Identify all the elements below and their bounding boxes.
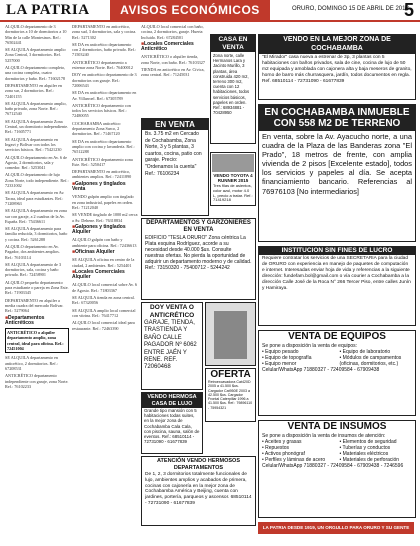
classified-ad: DOY en anticrético departamento de 3 dormitorios con garaje. Ref.: 72006543 [72, 72, 137, 88]
ad-venta-equipos [258, 330, 416, 416]
classified-ad: SE ALQUILA oficina en centro de la ciudad, 2 ambientes. Ref.: 5254401 [72, 257, 135, 268]
list-item: • Equipo menor [262, 361, 297, 367]
classified-ad: COCHABAMBA anticrético departamento Zona Sarco, 2 dormitorios. Ref.: 71467120 [72, 120, 121, 137]
classified-ad: SE ALQUILA departamento Zona Central, un dormitorio independiente. Ref.: 71605771 [5, 118, 69, 135]
classified-ad: SE ALQUILA departamento amplio, baño privado, zona Norte. Ref.: 76712540 [5, 100, 67, 117]
section-heading: ■ Galpones y tinglados Venta [72, 182, 138, 193]
ad-oferta-title: OFERTA [210, 369, 251, 380]
ad-venta-insumos [258, 420, 416, 518]
classified-ad: ANTICRÉTICO departamento con todos los servicios básicos. Ref.: 72480055 [72, 102, 131, 119]
ad-toyota-body: Tres filas de asientos, color azul, motor 4.0 L, precio a tratar. Ref.: 71419218 [213, 183, 253, 203]
ad-toyota-title: VENDO TOYOTA 4 RUNNER 2015 [213, 173, 253, 184]
ad-insumos-intro: Se pone a disposición la venta de insumos de atención: [262, 433, 386, 439]
ad-casa-body: Zona norte, calle Hermanos Lara y Jacinto Murillo, 3 plantas, área construida 420 m2, terreno 300 m2, cuenta con 12 habitaciones, todos servicios básicos, papeles en orden. Ref.: 68934881 - 70428950 [213, 53, 250, 116]
ad-bs-venta [141, 118, 209, 216]
list-item: • Perfiles y láminas de acero [262, 457, 326, 463]
ad-inmueble-title: EN COCHABAMBA INMUEBLE CON 558 M2 DE TERRENO [259, 105, 415, 131]
page-header [0, 0, 420, 22]
classified-ad: ANTICRÉTICO o alquiler tienda, zona Norte, con baño. Ref.: 76103327 [141, 54, 205, 65]
classified-ad: DEPARTAMENTO en anticrético, zona sud, 3 dormitorios, sala y cocina. Ref.: 5271302 [72, 24, 137, 40]
classified-ad: SE ALQUILA departamento de 3 dormitorios, sala, cocina y baño privado. Ref.: 72458901 [5, 261, 62, 278]
classified-ad: ALQUILO departamento de lujo Zona Norte, todo independiente. Ref.: 72331002 [5, 172, 69, 189]
classified-ad: ALQUILO galpón con baño y ambiente para oficina. Ref.: 72436613 [72, 237, 137, 248]
list-item: • Elementos de seguridad [339, 439, 397, 445]
classified-ad: ALQUILO departamento completo, una cocina completa, cuatro dormitorios y baño. Ref.: 71602178 [5, 65, 66, 81]
classified-ad: SE ALQUILA tienda en zona central. Ref.: 67320056 [72, 295, 135, 306]
ad-garaje-body: GARAJE, TIENDA, TRASTIENDA Y BAÑO CALLE PAGADOR Nº 6062 ENTRE JAÉN Y RENE. REF. 72060468 [144, 320, 197, 371]
classified-ad: SE VENDE tinglado de 1000 m2 cerca a Av. Dehene. Ref.: 76318834 [72, 212, 138, 223]
ad-mejor-zona [258, 34, 416, 100]
ad-garzonieres-title: DEPARTAMENTOS Y GARZONIERES EN VENTA [146, 220, 251, 233]
ad-equipos-title: VENTA DE EQUIPOS [288, 331, 386, 342]
newspaper-brand: LA PATRIA [6, 2, 90, 18]
list-item: • Materiales de perforación [339, 457, 400, 463]
ad-institucion-body: Requiere contratar los servicios de una SECRETARIA para la ciudad de ORURO con experiencia en manejo de paquetes de computación e internet. Interesadas enviar hoja de vida y referencias a la siguiente dirección: fundefam.bol@gmail.com o vía courier a Cochabamba a la dirección Calle José de la Roca N° 266 Tercer Piso, entre calles Junín y Hamiraya. [262, 256, 411, 291]
classified-ad: ANTICRÉTICO departamento independiente con garaje, zona Norte. Ref.: 76102233 [5, 373, 69, 389]
classified-ad: ALQUILO local comercial sobre Av. 6 de Agosto. Ref.: 71803367 [72, 282, 137, 293]
ad-atencion [141, 456, 256, 526]
list-item: • Módulos de campamentos (oficinas, dormitorios, etc.) [339, 355, 402, 367]
section-banner: AVISOS ECONÓMICOS [110, 0, 270, 20]
footer-bar: LA PATRIA DESDE 1919, UN ORGULLO PARA ORURO Y SU GENTE [258, 522, 414, 534]
list-item: • Aceites y grasas [262, 439, 302, 445]
ad-equipos-intro: Se pone a disposición la venta de equipos: [262, 343, 358, 349]
ad-insumos-contact: Celular/WhatsApp 71880327 - 72409584 - 67909438 - 7246596 [262, 463, 404, 469]
classified-ad: SE DA en anticrético departamento amplio con cocina y lavandería. Ref.: 76512288 [72, 138, 135, 155]
ad-mejor-zona-title: VENDO EN LA MEJOR ZONA DE COCHABAMBA [259, 35, 415, 54]
ad-oferta-body: Retroexcavadora Cat420D 2005 a 41.500 $us. Cargador Cat950E 2003 a 42.500 $us. Cargador Frontal Caterpillar 1996 a 41.500 $us. Ref.: 79896110 - 75954321 [208, 380, 253, 410]
ad-casa-lujo-title: VENDO HERMOSA CASA DE LUJO [142, 393, 202, 408]
ad-institucion-title: INSTITUCIÓN SIN FINES DE LUCRO [259, 247, 415, 255]
ad-toyota [210, 152, 256, 206]
classified-ad: ANTICRÉTICO departamento zona Este. Ref.: 5250417 [72, 156, 133, 167]
ad-atencion-body: De 1, 2, 3 dormitorios totalmente funcionales de lujo, ambientes amplios y acabados de primera, cocinas con cajonería en la mejor zona de Cochabamba América y Beijing, cuenta con jardines, portería, parqueos y ascensor. 68510114 - 72731090 - 61677839 [145, 472, 252, 506]
section-heading: ■ Oficinas Alquiler [72, 250, 138, 255]
issue-date: ORURO, DOMINGO 15 DE ABRIL DE 2018 [292, 6, 409, 12]
list-item: • Equipo de laboratorio [339, 349, 391, 355]
classified-ad: ALQUILO local comercial con baño, cocina, 2 dormitorios, garaje. Huerta Incluido. Ref.: 67284501 [141, 24, 204, 40]
list-item: • Repuestos [262, 445, 290, 451]
classified-ad: ANTICRÉTICO departamento a estrenar zona Norte. Ref.: 76400012 [72, 59, 133, 71]
ad-garaje-title: DOY VENTA O ANTICRÉTICO [149, 304, 195, 319]
classified-ad: DEPARTAMENTO en alquiler a media cuadra del mercado Bolívar. Ref.: 5279064 [5, 297, 64, 314]
ad-casa-lujo [141, 392, 203, 454]
page-number: 5 [403, 0, 414, 20]
ad-garzonieres-body: EDIFICIO "TESLA ORURO" Zona céntrica La Plata esquina Rodríguez, acorde a su necesidad desde 40.000 $us. Consulte nuestras ofertas. No pierda la oportunidad de adquirir un departamento moderno y de calidad. Ref.: 73150320 - 75400712 - 5244242 [145, 235, 252, 272]
section-heading: ■ Galpones y tinglados Alquiler [72, 225, 138, 236]
ad-inmueble-body: En venta, sobre la Av. Ayacucho norte, a una cuadra de la Plaza de las Banderas zona "El Prado", 18 metros de frente, con amplia vivienda de 2 pisos [Excelente estado], todos los servicios y papeles al día. Se acepta financiamiento bancario. Referencias al 76976103 [No intermediarios] [262, 132, 412, 196]
classified-ad: ALQUILO departamento en Av. 6 de Agosto, 2 dormitorios, sala y comedor. Ref.: 5253041 [5, 154, 67, 171]
list-item: • Tuberías y conductos [339, 445, 391, 451]
ad-equipos-contact: Celular/WhatsApp 71880327 - 72409584 - 67909438 [262, 367, 380, 373]
section-heading: ■ Departamentos Anticréticos [5, 316, 69, 327]
ad-casa-lujo-body: Grande tipo mansión con 5 habitaciones todas suites, en la mejor zona de Cochabamba Cala Cala, con piscina, sauna, salón de eventos. Ref.: 68510114 - 72731090 - 61677839 [144, 408, 200, 445]
ad-casa-en-venta [210, 34, 256, 144]
section-heading: ■ Locales Comerciales Anticrético [141, 42, 207, 53]
ad-bs-venta-title: EN VENTA [142, 119, 208, 130]
ad-equipos-list [259, 349, 415, 367]
ad-institucion [258, 246, 416, 326]
ad-oferta [205, 368, 256, 422]
ad-casa-title: CASA EN VENTA [211, 35, 255, 52]
building-photo [205, 302, 256, 366]
classified-ad: DEPARTAMENTO en anticrético, ambientes amplios. Ref.: 72411890 [72, 169, 132, 180]
classified-ad: SE ALQUILA departamento para familia reducida, 3 dormitorios, baño y cocina. Ref.: 5261288 [5, 226, 68, 242]
classified-ad: DEPARTAMENTO en alquiler en zona sur, 2 dormitorios. Ref.: 72401155 [5, 82, 62, 99]
ad-insumos-list [259, 439, 415, 463]
ad-garaje-tienda [141, 302, 203, 390]
classified-ad: SE DA en anticrético departamento en Av. Villarroel. Ref.: 67305789 [72, 90, 137, 101]
classified-ad: SE ALQUILA departamento en Av. Tacna, ideal para estudiantes. Ref.: 71208963 [5, 190, 65, 206]
classified-ad: TIENDA en anticrético en Av. Cívica, zona central. Ref.: 71245031 [141, 67, 205, 78]
section-heading: ■ Locales Comerciales Alquiler [72, 270, 138, 281]
ad-insumos-title: VENTA DE INSUMOS [287, 421, 387, 432]
classified-ad: SE ALQUILA departamento en anticrético, 2 dormitorios. Ref.: 67208531 [5, 355, 58, 371]
ad-atencion-title: ATENCIÓN VENDO HERMOSOS DEPARTAMENTOS [156, 458, 240, 471]
classified-column-2 [72, 24, 138, 524]
classified-ad: ALQUILO departamento de 3 dormitorios a 10 de dormitorios a 10 Min de la calle Montesinos. Ref.: 76502441 [5, 24, 67, 45]
car-photo [212, 154, 254, 172]
classified-ad: ANTICRÉTICO o alquiler departamento amplio, zona central, ideal para oficina. Ref.: 72451004 [5, 328, 69, 353]
classified-ad: SE ALQUILA amplio local comercial con vitrina. Ref.: 76417712 [72, 307, 136, 318]
classified-ad: SE ALQUILA departamento en Ingavi y Bolívar con todos los servicios básicos. Ref.: 75421230 [5, 136, 62, 153]
list-item: • Equipo de topografía [262, 355, 312, 361]
classified-ad: SE DA en anticrético departamento con 2 dormitorios, baño privado. Ref.: 71503240 [72, 41, 137, 58]
list-item: • Activos phonógraf [262, 451, 305, 457]
list-item: • Materiales eléctricos [339, 451, 389, 457]
classified-ad: VENDO galpón amplio con tinglado en zona industrial, papeles en orden. Ref.: 71212040 [72, 194, 134, 210]
ad-bs-venta-body: Bs. 3.75 m2 en Cercado de Cochabamba, Zona Norte, 3 y 5 plantas, 3 cuartos, cocina, patio con garaje. Precio: "Ordenamos la cuenta" Ref.: 76106234 [145, 131, 202, 177]
classified-ad: ALQUILO departamento en Av. Pagador, dos ambientes amplios. Ref.: 76103114 [5, 243, 60, 260]
classified-ad: ALQUILO pequeño departamento para estudiante o pareja en Zona Este. Ref.: 71903345 [5, 279, 69, 296]
classified-ad: SE ALQUILA departamento amplio Zona Central, 3 dormitorios. Ref. 5257000 [5, 47, 66, 63]
classified-column-1 [5, 24, 69, 462]
list-item: • Equipo pesado [262, 349, 299, 355]
ad-inmueble-558 [258, 104, 416, 242]
ad-mejor-zona-body: "El Mirador" casa nueva a estrenar de 3p, 3 plantas con 5 habitaciones con baños privados, sala de cine, cocina de lujo de 50 m2 equipada y amoblada con cajonera alta y baja meseros de granito, horno de barro más churrasquera, jardín, todos documentos en regla. Ref. 68510114 - 72731090 - 61677839 [262, 55, 412, 84]
classified-ad: ALQUILO local comercial ideal para restaurante. Ref.: 72463390 [72, 320, 135, 331]
classified-ad: SE ALQUILA departamento en zona sur con garaje, a 2 cuadras de la Av. España. Ref.: 75436611 [5, 208, 67, 224]
ad-garzonieres [141, 218, 256, 300]
